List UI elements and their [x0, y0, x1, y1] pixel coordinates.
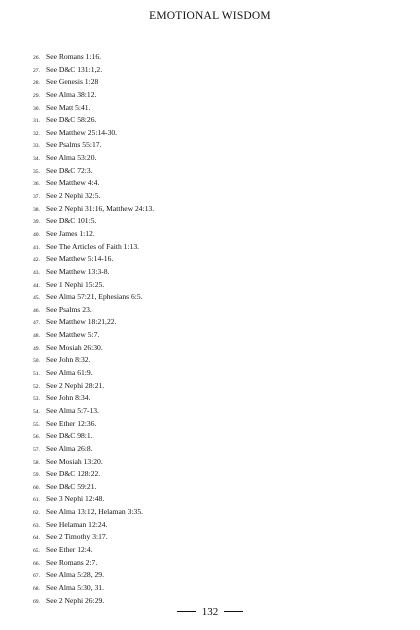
- endnote-item: [33, 177, 154, 190]
- endnote-reference: See Alma 5:7-13.: [46, 405, 99, 415]
- footer-right-rule: [224, 611, 243, 612]
- endnote-reference: See 2 Nephi 28:21.: [46, 380, 105, 390]
- endnote-number: 62.: [33, 510, 40, 517]
- endnote-item: [33, 279, 154, 292]
- endnote-item: [33, 456, 154, 469]
- endnote-number: 43.: [33, 269, 40, 276]
- endnote-number: 61.: [33, 497, 40, 504]
- endnote-item: [33, 203, 154, 216]
- endnote-reference: See Romans 1:16.: [46, 52, 102, 61]
- endnote-number: 28.: [33, 80, 40, 87]
- endnote-reference: See Alma 53:20.: [46, 153, 97, 163]
- endnote-item: [33, 51, 154, 64]
- endnote-item: [33, 64, 154, 77]
- endnote-number: 53.: [33, 396, 40, 403]
- endnote-number: 31.: [33, 118, 40, 125]
- endnote-number: 32.: [33, 130, 40, 137]
- endnote-reference: See Matthew 18:21,22.: [46, 317, 117, 327]
- endnote-item: [33, 544, 154, 557]
- endnote-reference: See 2 Nephi 31:16, Matthew 24:13.: [46, 203, 155, 213]
- endnote-number: 30.: [33, 105, 40, 112]
- endnote-item: [33, 519, 154, 532]
- endnote-reference: See Alma 57:21, Ephesians 6:5.: [46, 292, 143, 302]
- endnote-number: 26.: [33, 55, 40, 61]
- endnote-reference: See 1 Nephi 15:25.: [46, 279, 105, 289]
- endnote-item: [33, 418, 154, 431]
- endnote-reference: See Alma 38:12.: [46, 89, 97, 99]
- endnote-item: [33, 139, 154, 152]
- endnote-number: 63.: [33, 522, 40, 529]
- endnote-item: [33, 342, 154, 355]
- endnote-reference: See Ether 12:36.: [46, 418, 97, 428]
- endnote-item: [33, 443, 154, 456]
- endnote-item: [33, 266, 154, 279]
- footer-left-rule: [177, 611, 196, 612]
- endnote-number: 48.: [33, 333, 40, 340]
- endnote-item: [33, 228, 154, 241]
- endnote-reference: See D&C 128:22.: [46, 469, 101, 479]
- endnote-number: 54.: [33, 408, 40, 415]
- endnote-reference: See 2 Nephi 32:5.: [46, 191, 101, 201]
- endnote-number: 33.: [33, 143, 40, 150]
- endnote-reference: See Psalms 55:17.: [46, 140, 102, 150]
- endnote-reference: See The Articles of Faith 1:13.: [46, 241, 140, 251]
- endnote-reference: See Alma 5:30, 31.: [46, 582, 105, 592]
- endnote-item: [33, 569, 154, 582]
- endnote-item: [33, 354, 154, 367]
- endnote-reference: See D&C 101:5.: [46, 216, 97, 226]
- endnote-item: [33, 493, 154, 506]
- endnote-item: [33, 531, 154, 544]
- endnote-number: 39.: [33, 219, 40, 226]
- endnote-item: [33, 114, 154, 127]
- endnote-reference: See Helaman 12:24.: [46, 519, 108, 529]
- endnote-number: 55.: [33, 421, 40, 428]
- endnote-item: [33, 506, 154, 519]
- endnote-reference: See 2 Nephi 26:29.: [46, 595, 105, 605]
- endnote-item: [33, 430, 154, 443]
- endnote-number: 47.: [33, 320, 40, 327]
- endnote-number: 52.: [33, 383, 40, 390]
- endnote-reference: See Matthew 4:4.: [46, 178, 100, 188]
- endnote-reference: See D&C 131:1,2.: [46, 64, 103, 74]
- endnote-number: 49.: [33, 345, 40, 352]
- endnote-item: [33, 127, 154, 140]
- endnote-item: [33, 152, 154, 165]
- endnote-number: 34.: [33, 156, 40, 163]
- endnote-number: 38.: [33, 206, 40, 213]
- endnote-number: 66.: [33, 560, 40, 567]
- endnote-reference: See Mosiah 13:20.: [46, 456, 103, 466]
- endnote-reference: See Romans 2:7.: [46, 557, 98, 567]
- endnote-item: [33, 89, 154, 102]
- endnote-item: [33, 367, 154, 380]
- endnote-item: [33, 468, 154, 481]
- endnote-reference: See Mosiah 26:30.: [46, 342, 103, 352]
- endnote-item: [33, 380, 154, 393]
- endnote-reference: See Matthew 13:3-8.: [46, 266, 110, 276]
- endnote-number: 58.: [33, 459, 40, 466]
- endnote-item: [33, 582, 154, 595]
- endnote-item: [33, 165, 154, 178]
- endnote-reference: See Matthew 25:14-30.: [46, 127, 118, 137]
- endnote-number: 29.: [33, 92, 40, 99]
- endnote-number: 60.: [33, 484, 40, 491]
- endnote-item: [33, 190, 154, 203]
- endnote-reference: See D&C 98:1.: [46, 431, 93, 441]
- endnote-number: 45.: [33, 295, 40, 302]
- endnote-number: 67.: [33, 573, 40, 580]
- endnote-number: 37.: [33, 194, 40, 201]
- page-footer: [0, 606, 420, 618]
- endnote-number: 57.: [33, 446, 40, 453]
- page-number: 132: [201, 606, 219, 618]
- endnote-number: 69.: [33, 598, 40, 605]
- endnote-reference: See 2 Timothy 3:17.: [46, 532, 108, 542]
- endnote-reference: See Matthew 5:14-16.: [46, 254, 114, 264]
- endnote-number: 27.: [33, 67, 40, 74]
- endnote-number: 51.: [33, 371, 40, 378]
- endnote-reference: See D&C 59:21.: [46, 481, 97, 491]
- endnote-reference: See 3 Nephi 12:48.: [46, 494, 105, 504]
- endnote-number: 56.: [33, 434, 40, 441]
- endnote-number: 36.: [33, 181, 40, 188]
- endnote-item: [33, 253, 154, 266]
- endnote-item: [33, 304, 154, 317]
- endnote-reference: See Psalms 23.: [46, 304, 92, 314]
- endnote-number: 50.: [33, 358, 40, 365]
- endnote-number: 42.: [33, 257, 40, 264]
- endnote-item: [33, 392, 154, 405]
- endnote-number: 68.: [33, 585, 40, 592]
- endnote-reference: See Alma 5:28, 29.: [46, 570, 105, 580]
- endnote-item: [33, 557, 154, 570]
- endnote-item: [33, 405, 154, 418]
- endnote-item: [33, 76, 154, 89]
- endnote-item: [33, 481, 154, 494]
- endnote-number: 59.: [33, 472, 40, 479]
- endnote-item: [33, 215, 154, 228]
- endnote-reference: See John 8:34.: [46, 393, 91, 403]
- endnote-number: 35.: [33, 168, 40, 175]
- endnote-item: [33, 329, 154, 342]
- endnote-reference: See Genesis 1:28: [46, 77, 99, 87]
- endnote-reference: See Matt 5:41.: [46, 102, 91, 112]
- endnotes-list: [33, 51, 154, 607]
- endnote-number: 65.: [33, 547, 40, 554]
- endnote-item: [33, 291, 154, 304]
- endnote-item: [33, 316, 154, 329]
- endnote-reference: See D&C 58:26.: [46, 115, 97, 125]
- endnote-reference: See Alma 13:12, Helaman 3:35.: [46, 507, 144, 517]
- endnote-number: 44.: [33, 282, 40, 289]
- endnote-item: [33, 241, 154, 254]
- endnote-number: 41.: [33, 244, 40, 251]
- endnote-reference: See James 1:12.: [46, 228, 95, 238]
- endnote-reference: See Ether 12:4.: [46, 544, 93, 554]
- running-header: EMOTIONAL WISDOM: [149, 10, 271, 22]
- endnote-reference: See D&C 72:3.: [46, 165, 93, 175]
- endnote-number: 46.: [33, 307, 40, 314]
- endnote-reference: See Alma 61:9.: [46, 368, 93, 378]
- endnote-reference: See Matthew 5:7.: [46, 330, 100, 340]
- endnote-reference: See Alma 26:8.: [46, 443, 93, 453]
- endnote-reference: See John 8:32.: [46, 355, 91, 365]
- endnote-item: [33, 102, 154, 115]
- endnote-number: 64.: [33, 535, 40, 542]
- endnote-number: 40.: [33, 231, 40, 238]
